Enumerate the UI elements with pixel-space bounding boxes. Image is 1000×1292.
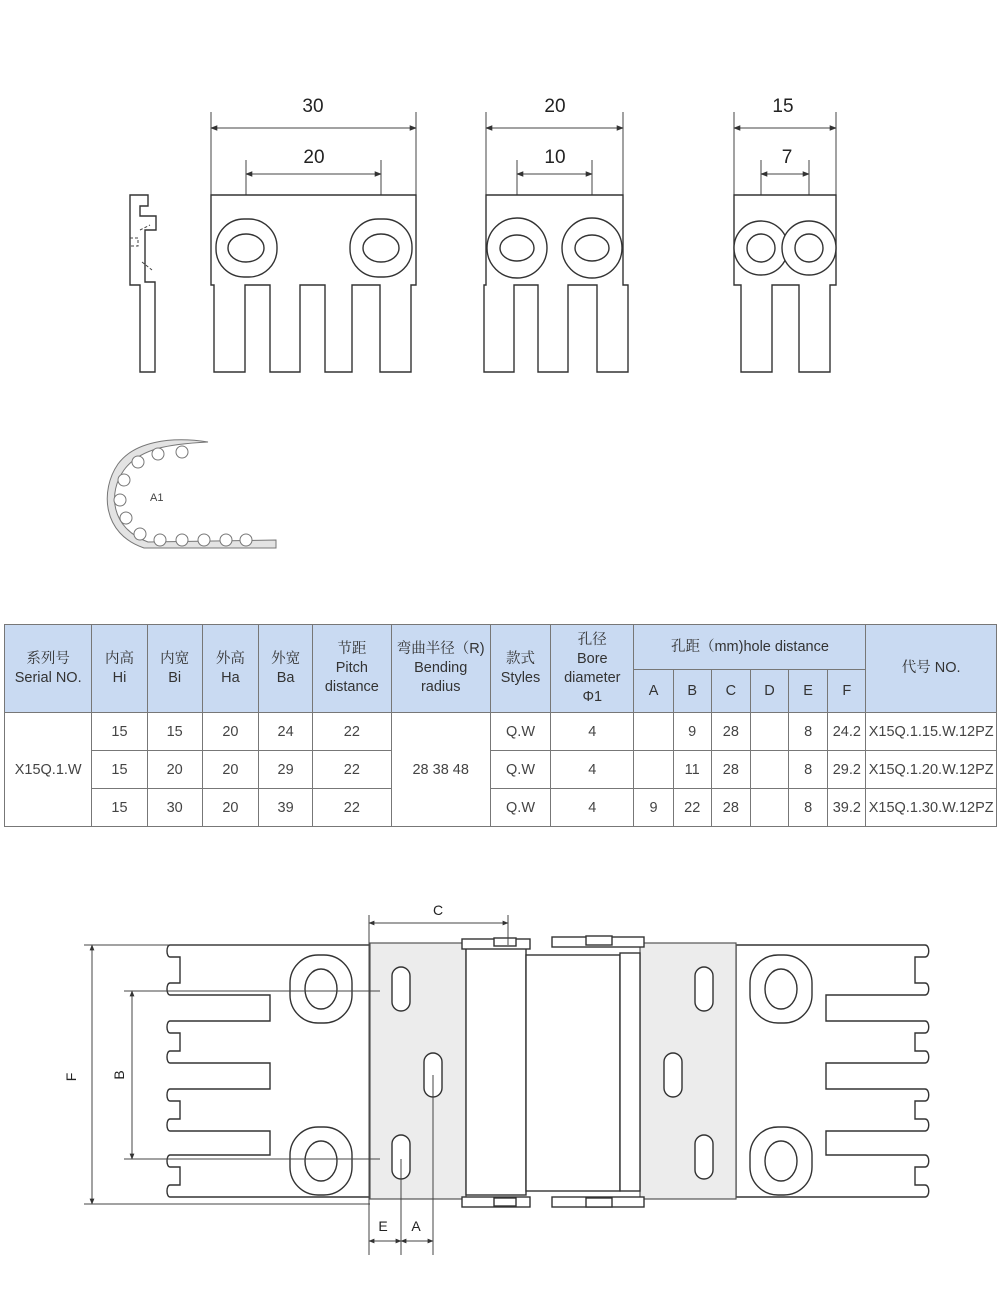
side-profile bbox=[130, 195, 156, 372]
header-hole-e: E bbox=[789, 670, 828, 713]
link-view-30 bbox=[211, 96, 416, 372]
curve-label: A1 bbox=[150, 492, 164, 504]
table-row bbox=[5, 751, 997, 789]
header-hole-distance: 孔距（mm)hole distance bbox=[634, 625, 866, 670]
dim-outer-15: 15 bbox=[772, 96, 794, 117]
cell-ha: 20 bbox=[202, 789, 258, 827]
cell-code: X15Q.1.20.W.12PZ bbox=[866, 751, 997, 789]
header-hole-b: B bbox=[673, 670, 711, 713]
cell-f: 24.2 bbox=[828, 713, 866, 751]
cell-bi: 20 bbox=[147, 751, 202, 789]
table-row bbox=[5, 789, 997, 827]
header-styles: 款式 Styles bbox=[490, 625, 550, 713]
cell-ba: 24 bbox=[259, 713, 313, 751]
cell-a bbox=[634, 751, 673, 789]
header-code: 代号 NO. bbox=[866, 625, 997, 713]
link-view-20 bbox=[484, 96, 628, 372]
cell-hi: 15 bbox=[92, 751, 147, 789]
table-row bbox=[5, 713, 997, 751]
cell-bore: 4 bbox=[551, 713, 634, 751]
link-view-15 bbox=[734, 96, 836, 372]
cell-e: 8 bbox=[789, 713, 828, 751]
dim-label-c: C bbox=[432, 902, 444, 918]
header-ha: 外高 Ha bbox=[202, 625, 258, 713]
header-hole-c: C bbox=[711, 670, 750, 713]
cell-pitch: 22 bbox=[313, 751, 391, 789]
dim-outer-30: 30 bbox=[302, 96, 324, 117]
cell-hi: 15 bbox=[92, 789, 147, 827]
cell-b: 9 bbox=[673, 713, 711, 751]
assembly-plan-view bbox=[0, 895, 1000, 1275]
cell-ha: 20 bbox=[202, 713, 258, 751]
cell-style: Q.W bbox=[490, 713, 550, 751]
header-bending: 弯曲半径（R) Bending radius bbox=[391, 625, 490, 713]
dim-inner-7: 7 bbox=[781, 147, 793, 168]
dim-label-a: A bbox=[411, 1218, 421, 1234]
cell-style: Q.W bbox=[490, 789, 550, 827]
cell-pitch: 22 bbox=[313, 713, 391, 751]
cell-e: 8 bbox=[789, 751, 828, 789]
cell-f: 29.2 bbox=[828, 751, 866, 789]
header-serial: 系列号 Serial NO. bbox=[5, 625, 92, 713]
cell-bi: 15 bbox=[147, 713, 202, 751]
cell-c: 28 bbox=[711, 713, 750, 751]
header-bore: 孔径 Bore diameter Φ1 bbox=[551, 625, 634, 713]
chain-curve-illustration bbox=[100, 430, 300, 570]
link-drawings bbox=[0, 0, 1000, 420]
header-bi: 内宽 Bi bbox=[147, 625, 202, 713]
cell-e: 8 bbox=[789, 789, 828, 827]
dim-inner-20: 20 bbox=[303, 147, 325, 168]
dim-label-b: B bbox=[111, 1070, 127, 1080]
cell-ba: 29 bbox=[259, 751, 313, 789]
cell-code: X15Q.1.15.W.12PZ bbox=[866, 713, 997, 751]
cell-pitch: 22 bbox=[313, 789, 391, 827]
cell-bending: 28 38 48 bbox=[391, 713, 490, 827]
cell-d bbox=[750, 789, 788, 827]
cell-bi: 30 bbox=[147, 789, 202, 827]
cell-d bbox=[750, 751, 788, 789]
cell-c: 28 bbox=[711, 751, 750, 789]
cell-code: X15Q.1.30.W.12PZ bbox=[866, 789, 997, 827]
spec-table bbox=[4, 624, 997, 827]
cell-b: 11 bbox=[673, 751, 711, 789]
cell-bore: 4 bbox=[551, 789, 634, 827]
cell-ba: 39 bbox=[259, 789, 313, 827]
cell-a bbox=[634, 713, 673, 751]
header-hole-a: A bbox=[634, 670, 673, 713]
cell-serial: X15Q.1.W bbox=[5, 713, 92, 827]
cell-c: 28 bbox=[711, 789, 750, 827]
dim-inner-10: 10 bbox=[544, 147, 566, 168]
cell-d bbox=[750, 713, 788, 751]
header-pitch: 节距 Pitch distance bbox=[313, 625, 391, 713]
dim-label-f: F bbox=[63, 1072, 79, 1082]
header-hi: 内高 Hi bbox=[92, 625, 147, 713]
cell-bore: 4 bbox=[551, 751, 634, 789]
dim-label-e: E bbox=[378, 1218, 388, 1234]
header-ba: 外宽 Ba bbox=[259, 625, 313, 713]
dim-outer-20: 20 bbox=[544, 96, 566, 117]
cell-style: Q.W bbox=[490, 751, 550, 789]
cell-hi: 15 bbox=[92, 713, 147, 751]
cell-a: 9 bbox=[634, 789, 673, 827]
header-hole-d: D bbox=[750, 670, 788, 713]
header-hole-f: F bbox=[828, 670, 866, 713]
cell-ha: 20 bbox=[202, 751, 258, 789]
cell-f: 39.2 bbox=[828, 789, 866, 827]
cell-b: 22 bbox=[673, 789, 711, 827]
